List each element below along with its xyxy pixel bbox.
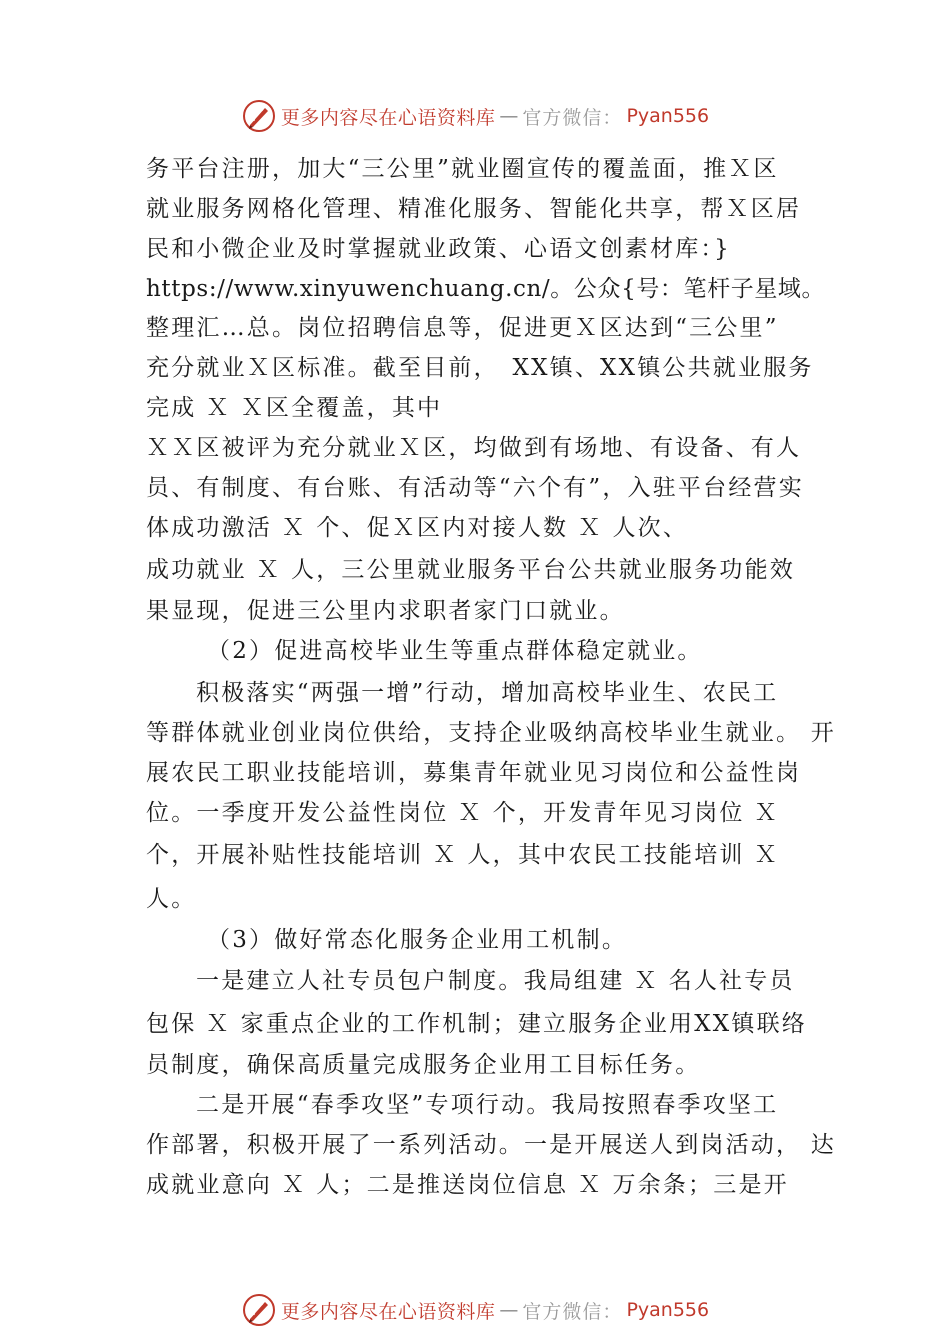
body-line: 就业服务网格化管理、精准化服务、智能化共享，帮Ｘ区居	[146, 196, 802, 222]
body-line: 果显现，促进三公里内求职者家门口就业。	[146, 598, 625, 624]
footer-watermark-banner	[0, 1290, 950, 1330]
section-heading: （3）做好常态化服务企业用工机制。	[207, 927, 628, 953]
body-line: 等群体就业创业岗位供给，支持企业吸纳高校毕业生就业。 开	[146, 720, 836, 746]
body-line: 一是建立人社专员包户制度。我局组建 Ｘ 名人社专员	[196, 968, 795, 994]
header-brand-text: 更多内容尽在心语资料库	[280, 106, 496, 129]
footer-wechat-label: 官方微信：	[522, 1300, 623, 1323]
body-line: 务平台注册，加大“三公里”就业圈宣传的覆盖面，推Ｘ区	[146, 156, 779, 182]
body-line: 作部署，积极开展了一系列活动。一是开展送人到岗活动， 达	[146, 1132, 836, 1158]
footer-brand-text: 更多内容尽在心语资料库	[280, 1300, 496, 1323]
body-line: 整理汇…总。岗位招聘信息等，促进更Ｘ区达到“三公里”	[146, 315, 779, 341]
header-wechat-id: Pyan556	[626, 105, 710, 127]
body-line: 成就业意向 Ｘ 人；二是推送岗位信息 Ｘ 万余条；三是开	[146, 1172, 789, 1198]
body-line: 完成 Ｘ Ｘ区全覆盖，其中	[146, 395, 443, 421]
header-separator: —	[499, 105, 519, 127]
body-line: https://www.xinyuwenchuang.cn/。公众{号：笔杆子星域。	[146, 276, 826, 302]
quill-pen-icon	[241, 1292, 277, 1328]
section-heading: （2）促进高校毕业生等重点群体稳定就业。	[207, 638, 703, 664]
body-line: 包保 Ｘ 家重点企业的工作机制；建立服务企业用XX镇联络	[146, 1011, 807, 1037]
body-line: 个，开展补贴性技能培训 Ｘ 人，其中农民工技能培训 Ｘ	[146, 842, 780, 868]
body-line: ＸＸ区被评为充分就业Ｘ区，均做到有场地、有设备、有人	[146, 435, 802, 461]
header-wechat-label: 官方微信：	[522, 106, 623, 129]
body-line: 员、有制度、有台账、有活动等“六个有”，入驻平台经营实	[146, 475, 804, 501]
body-line: 人。	[146, 886, 197, 912]
body-line: 积极落实“两强一增”行动，增加高校毕业生、农民工	[196, 680, 779, 706]
footer-separator: —	[499, 1299, 519, 1321]
footer-wechat-id: Pyan556	[626, 1299, 710, 1321]
body-line: 民和小微企业及时掌握就业政策、心语文创素材库：}	[146, 236, 731, 262]
body-line: 成功就业 Ｘ 人，三公里就业服务平台公共就业服务功能效	[146, 557, 796, 583]
body-line: 体成功激活 Ｘ 个、促Ｘ区内对接人数 Ｘ 人次、	[146, 515, 689, 541]
body-line: 展农民工职业技能培训，募集青年就业见习岗位和公益性岗	[146, 760, 802, 786]
body-line: 二是开展“春季攻坚”专项行动。我局按照春季攻坚工	[196, 1092, 779, 1118]
body-line: 充分就业Ｘ区标准。截至目前， XX镇、XX镇公共就业服务	[146, 355, 814, 381]
body-line: 员制度，确保高质量完成服务企业用工目标任务。	[146, 1052, 701, 1078]
body-line: 位。一季度开发公益性岗位 Ｘ 个，开发青年见习岗位 Ｘ	[146, 800, 780, 826]
